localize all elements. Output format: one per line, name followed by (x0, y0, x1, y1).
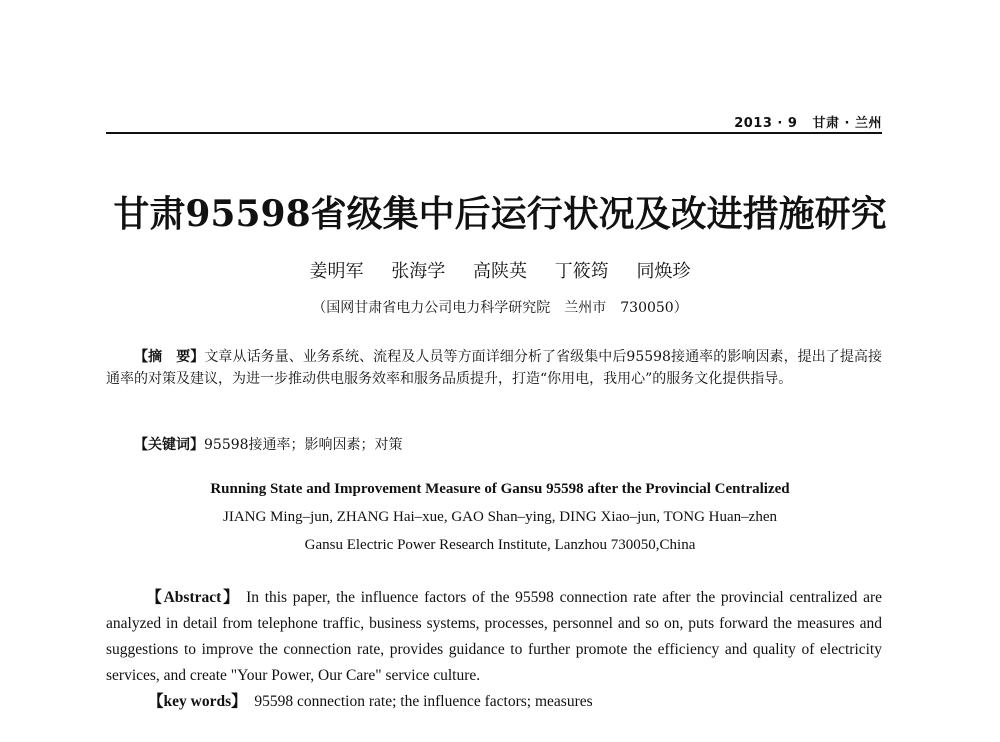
journal-location: 甘肃 · 兰州 (812, 116, 882, 131)
english-keywords-text: 95598 connection rate; the influence factors; measures (254, 693, 593, 710)
english-abstract-label: 【Abstract】 (146, 589, 241, 606)
english-keywords-label: 【key words】 (148, 693, 247, 710)
author-name: 同焕珍 (636, 261, 691, 282)
english-title: Running State and Improvement Measure of Gansu 95598 after the Provincial Centralized (210, 481, 790, 497)
abstract-label: 【摘 要】 (134, 349, 205, 365)
english-abstract-text: In this paper, the influence factors of the 95598 connection rate after the provincial centralized are analyzed in detail from telephone traffic, business systems, processes, personnel and so on, puts forward the measures and suggestions to improve the connection rate, provides guidance to further promote the efficiency and quality of electricity services, and create "Your Power, Our Care" service culture. (106, 589, 882, 684)
header-rule (106, 132, 882, 134)
english-keywords (148, 690, 882, 714)
keywords-text: 95598接通率；影响因素；对策 (204, 437, 403, 453)
english-abstract (106, 585, 882, 689)
author-name: 姜明军 (309, 261, 364, 282)
english-affiliation: Gansu Electric Power Research Institute, Lanzhou 730050,China (304, 537, 696, 553)
english-authors: JIANG Ming–jun, ZHANG Hai–xue, GAO Shan–ying, DING Xiao–jun, TONG Huan–zhen (223, 509, 777, 525)
paper-title: 甘肃95598省级集中后运行状况及改进措施研究 (113, 193, 887, 235)
author-name: 丁筱筠 (554, 261, 609, 282)
affiliation: （国网甘肃省电力公司电力科学研究院 兰州市 730050） (312, 300, 688, 316)
issue-number: 2013 · 9 (734, 116, 798, 131)
running-header (734, 112, 882, 131)
author-name: 高陕英 (473, 261, 527, 282)
chinese-keywords (134, 434, 882, 456)
author-name: 张海学 (391, 261, 446, 282)
keywords-label: 【关键词】 (134, 437, 204, 453)
abstract-text: 文章从话务量、业务系统、流程及人员等方面详细分析了省级集中后95598接通率的影响因素，提出了提高接通率的对策及建议，为进一步推动供电服务效率和服务品质提升，打造“你用电，我用心”的服务文化提供指导。 (106, 349, 883, 387)
author-list (0, 260, 1000, 284)
chinese-abstract (106, 346, 882, 390)
